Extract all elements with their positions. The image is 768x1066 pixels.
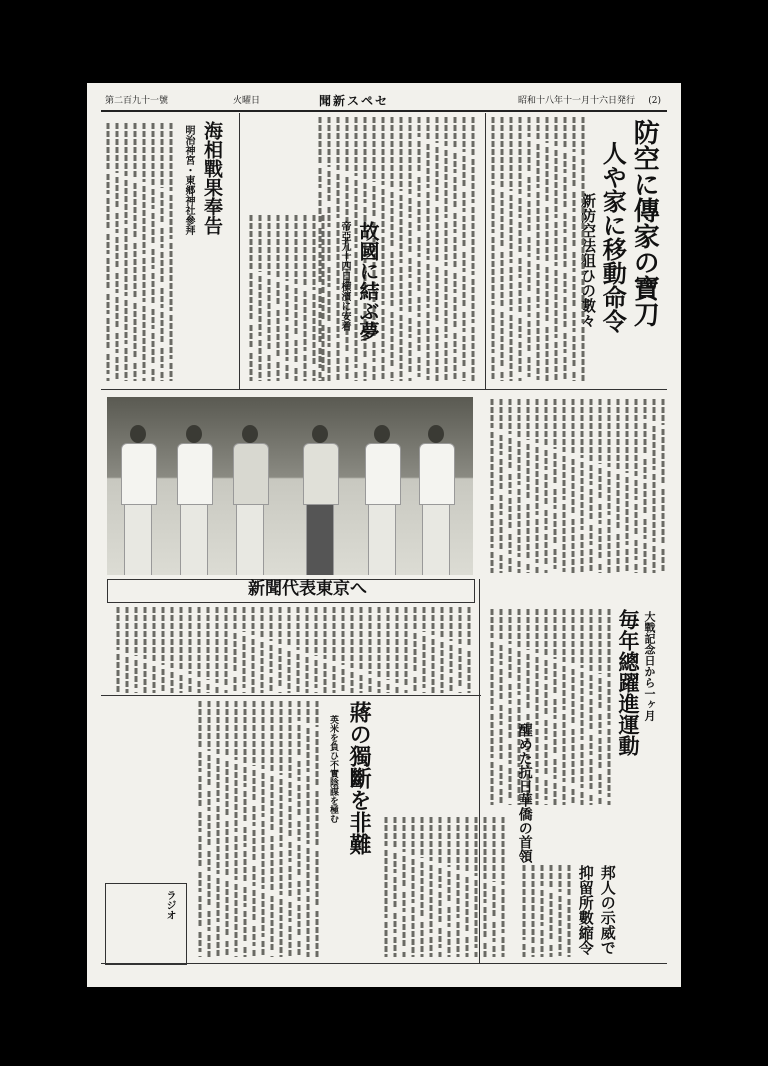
photo-news-headline: 新聞代表東京へ xyxy=(248,579,367,599)
internment-body xyxy=(517,863,573,959)
air-defense-headline-2: 人や家に移動命令 xyxy=(598,141,628,333)
air-defense-subheadline: 新防空法狙ひの數々 xyxy=(579,193,597,328)
annual-march-kicker: 大戰記念日から一ヶ月 xyxy=(643,611,656,721)
grave-dream-headline: 故國に結ぶ夢 xyxy=(356,221,380,341)
newspaper-title: 聞新スペセ xyxy=(319,94,390,108)
page-number: (2) xyxy=(648,96,661,106)
text-column-texture xyxy=(107,605,473,695)
masthead xyxy=(101,94,667,112)
grave-dream-body xyxy=(247,213,327,383)
internment-headline-2: 抑留所數縮令 xyxy=(576,865,595,955)
photo-person xyxy=(365,425,399,575)
group-photo xyxy=(107,397,473,575)
text-column-texture xyxy=(517,863,573,959)
photo-person xyxy=(177,425,211,575)
text-column-texture xyxy=(247,213,327,383)
text-column-texture xyxy=(197,699,321,959)
chiang-subheadline: 英米を負ひ不實陰謀を極む xyxy=(328,715,338,823)
chiang-headline: 蔣の獨斷を非難 xyxy=(346,701,373,855)
rule-top xyxy=(101,389,667,390)
photo-person xyxy=(121,425,155,575)
convention-body xyxy=(483,397,667,575)
text-column-texture xyxy=(377,815,507,959)
photo-person xyxy=(303,425,337,575)
awakened-headline: 醒めた抗日華僑の首領 xyxy=(516,723,533,863)
annual-march-body xyxy=(483,607,613,807)
column-rule-3 xyxy=(479,579,480,963)
newspaper-page xyxy=(87,83,681,987)
column-rule-1 xyxy=(239,113,240,389)
radio-box xyxy=(105,883,187,965)
navy-shrine-subheadline: 明治神宮・東郷神社參拜 xyxy=(183,125,194,235)
photo-news-body xyxy=(107,605,473,695)
photo-person xyxy=(419,425,453,575)
annual-march-headline: 毎年總躍進運動 xyxy=(616,609,642,756)
rule-mid xyxy=(101,695,481,696)
column-rule-2 xyxy=(485,113,486,389)
weekday: 火曜日 xyxy=(233,96,261,106)
navy-shrine-body xyxy=(105,121,175,383)
navy-shrine-headline: 海相戰果奉告 xyxy=(200,121,223,235)
air-defense-headline-1: 防空に傳家の寶刀 xyxy=(629,119,660,327)
text-column-texture xyxy=(483,607,613,807)
issue-number: 第二百九十一號 xyxy=(105,96,169,106)
chiang-body xyxy=(197,699,321,959)
rule-bottom xyxy=(101,963,667,964)
awakened-body xyxy=(377,815,507,959)
photo-news-banner xyxy=(107,579,475,603)
radio-label: ラジオ xyxy=(164,890,175,920)
internment-headline-1: 邦人の示威で xyxy=(598,865,617,955)
issue-date: 昭和十八年十一月十六日発行 xyxy=(517,96,635,106)
text-column-texture xyxy=(483,397,667,575)
text-column-texture xyxy=(105,121,175,383)
air-defense-body-block xyxy=(487,115,587,383)
grave-dream-subheadline: 帝亞九十四日横濱に安着 xyxy=(339,221,350,331)
photo-person xyxy=(233,425,267,575)
text-column-texture xyxy=(487,115,587,383)
